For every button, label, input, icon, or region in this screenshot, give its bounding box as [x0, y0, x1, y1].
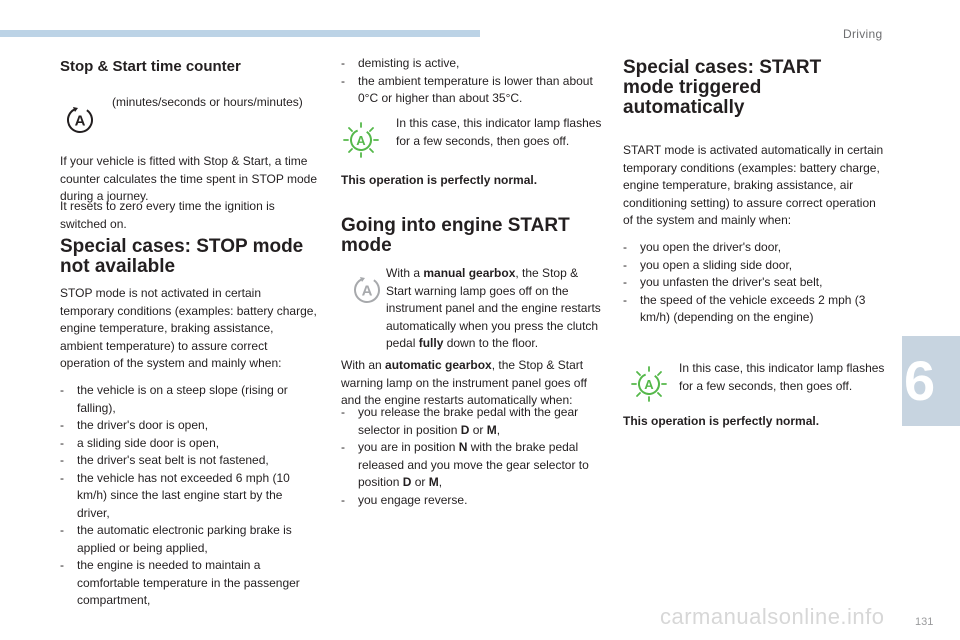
list-item: - you release the brake pedal with the gear selector in position D or M,: [341, 404, 603, 439]
list-item: - the vehicle has not exceeded 6 mph (10 km/h) since the last engine start by the driver,: [60, 470, 318, 523]
automatic-gearbox-list: [341, 404, 603, 509]
list-item: - the driver's door is open,: [60, 417, 318, 435]
list-item: - the automatic electronic parking brake is applied or being applied,: [60, 522, 318, 557]
chapter-title: Driving: [843, 27, 883, 41]
svg-text:A: A: [644, 377, 654, 392]
list-item: - the speed of the vehicle exceeds 2 mph (3 km/h) (depending on the engine): [623, 292, 885, 327]
list-item: - the ambient temperature is lower than about 0°C or higher than about 35°C.: [341, 73, 603, 108]
start-triggered-intro: START mode is activated automatically in certain temporary conditions (examples: battery charge, engine temperature, braking assistance, air conditioning setting) to assure correct operation of the system and mainly when:: [623, 143, 884, 227]
normal-operation-note: This operation is perfectly normal.: [341, 173, 538, 187]
stop-conditions-list: [60, 382, 318, 610]
list-item: - you unfasten the driver's seat belt,: [623, 274, 885, 292]
list-item: - demisting is active,: [341, 55, 603, 73]
list-item: - a sliding side door is open,: [60, 435, 318, 453]
stop-start-a-icon: [62, 102, 98, 138]
list-item: - you are in position N with the brake pedal released and you move the gear selector to position D or M,: [341, 439, 603, 492]
counter-paragraph-2: It resets to zero every time the ignition is switched on.: [60, 199, 275, 231]
stop-intro: STOP mode is not activated in certain temporary conditions (examples: battery charge, engine temperature, braking assistance, ambient temperature) to assure correct operation of the system and mainly when:: [60, 286, 317, 370]
list-item: - the engine is needed to maintain a comfortable temperature in the passenger compartment,: [60, 557, 318, 610]
list-item: - you open a sliding side door,: [623, 257, 885, 275]
counter-icon-caption: (minutes/seconds or hours/minutes): [112, 95, 303, 109]
watermark: carmanualsonline.info: [660, 604, 885, 629]
start-conditions-list: [623, 239, 885, 327]
list-item: - you open the driver's door,: [623, 239, 885, 257]
start-lamp-text-2: In this case, this indicator lamp flashes for a few seconds, then goes off.: [679, 361, 885, 393]
list-item: - the driver's seat belt is not fastened,: [60, 452, 318, 470]
svg-text:A: A: [74, 112, 86, 130]
chapter-number: 6: [904, 349, 936, 412]
section-title-stop-unavailable: Special cases: STOP mode not available: [60, 236, 304, 277]
start-lamp-text: In this case, this indicator lamp flashes for a few seconds, then goes off.: [396, 116, 602, 148]
stop-conditions-list-continued: [341, 55, 603, 108]
counter-paragraph-1: If your vehicle is fitted with Stop & Start, a time counter calculates the time spent in STOP mode during a journey.: [60, 154, 318, 203]
automatic-gearbox-intro: With an automatic gearbox, the Stop & Start warning lamp on the instrument panel goes off and the engine restarts automatically when:: [341, 358, 587, 407]
svg-text:A: A: [356, 133, 366, 148]
list-item: - the vehicle is on a steep slope (rising or falling),: [60, 382, 318, 417]
svg-text:A: A: [361, 282, 373, 300]
section-title-engine-start: Going into engine START mode: [341, 215, 570, 256]
stop-start-a-flashing-icon: [343, 122, 379, 158]
page-number: 131: [915, 616, 934, 628]
stop-start-a-flashing-icon: [631, 366, 667, 402]
manual-gearbox-text: With a manual gearbox, the Stop & Start warning lamp goes off on the instrument panel and the engine restarts automatically when you press the clutch pedal fully down to the floor.: [386, 266, 601, 350]
section-title-start-triggered: Special cases: START mode triggered automatically: [623, 57, 822, 118]
section-title-counter: Stop & Start time counter: [60, 58, 241, 75]
stop-start-a-grey-icon: [349, 272, 385, 308]
list-item: - you engage reverse.: [341, 492, 603, 510]
header-accent-bar: [0, 30, 480, 37]
normal-operation-note-2: This operation is perfectly normal.: [623, 414, 820, 428]
